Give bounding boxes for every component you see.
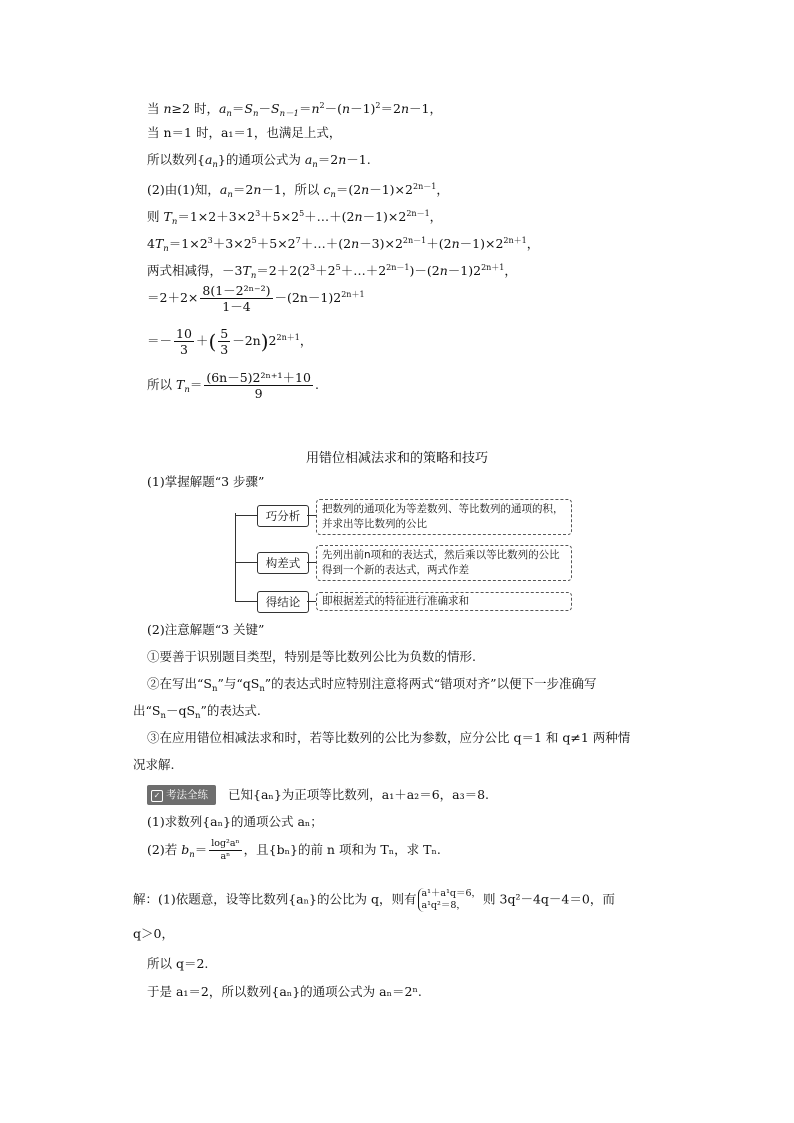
var: n	[451, 236, 460, 251]
sub: n	[160, 711, 166, 721]
var: a	[204, 152, 213, 167]
text: ＋(2	[426, 236, 452, 251]
sub: n	[250, 271, 257, 281]
sup: 2n－1	[406, 209, 430, 218]
badge-label: 考法全练	[166, 789, 208, 801]
step-label-construct: 构差式	[257, 552, 309, 574]
text: 两式相减得，－3	[147, 263, 243, 278]
sub: n	[312, 160, 318, 170]
equation-system	[418, 888, 481, 912]
diagram-arrow	[307, 562, 316, 563]
fraction-denominator: 1－4	[222, 299, 251, 314]
sup: 2n－1	[412, 182, 437, 191]
check-icon: ✓	[151, 790, 163, 802]
text: ，	[429, 209, 443, 224]
sup: 2n＋1	[503, 236, 527, 245]
text: ，	[526, 236, 540, 251]
section-p2: (2)注意解题“3 关键”	[147, 622, 265, 637]
sub: n	[195, 711, 201, 721]
text: －1)	[350, 101, 376, 116]
text: ，	[299, 333, 313, 348]
text: －(	[324, 101, 343, 116]
text: ＋…＋2	[340, 263, 387, 278]
text: 当	[147, 101, 164, 116]
var: n	[342, 101, 351, 116]
line-5	[147, 205, 442, 231]
sub: n－1	[279, 109, 299, 119]
text: ”与“qS	[217, 676, 260, 691]
sup: 2n－1	[386, 263, 410, 272]
sup: 2	[319, 101, 325, 110]
sub: n	[259, 684, 265, 694]
sup: 5	[299, 209, 305, 218]
var: n	[253, 182, 262, 197]
text: .	[314, 377, 319, 392]
text: ＝2	[317, 152, 339, 167]
key-2-line-1	[147, 675, 596, 698]
sub: n	[184, 385, 190, 395]
var: S	[270, 101, 280, 116]
text: ＝1×2＋3×2	[177, 209, 256, 224]
step-desc-analyze: 把数列的通项化为等差数列、等比数列的通项的积，并求出等比数列的公比	[316, 499, 572, 535]
fraction-numerator: (6n－5)2²ⁿ⁺¹＋10	[206, 370, 311, 385]
line-3	[147, 151, 371, 174]
solution-line-1	[133, 888, 615, 912]
text: ，	[504, 263, 517, 278]
text: －qS	[165, 703, 196, 718]
sub: n	[211, 684, 218, 694]
var: T	[175, 377, 185, 392]
solution-line-4: 于是 a₁＝2，所以数列{aₙ}的通项公式为 aₙ＝2ⁿ.	[147, 984, 422, 999]
text: 4	[147, 236, 155, 251]
text: －1)2	[447, 263, 482, 278]
text: －1)×2	[459, 236, 504, 251]
sub: n	[227, 190, 233, 200]
var: a	[304, 152, 313, 167]
diagram-connector	[235, 513, 236, 602]
var: c	[323, 182, 331, 197]
text: －3)×2	[359, 236, 403, 251]
text: 所以	[147, 377, 176, 392]
text: ＋5×2	[260, 209, 300, 224]
text: )－(2	[409, 263, 440, 278]
text: ，	[436, 182, 449, 197]
text: ＋…＋(2	[300, 236, 352, 251]
text: －(2n－1)2	[274, 290, 342, 305]
sub: n	[171, 217, 178, 227]
var: n	[400, 101, 410, 116]
var: n	[351, 236, 360, 251]
sub: n	[163, 244, 169, 254]
sub: n	[252, 109, 259, 119]
sub: n	[226, 109, 232, 119]
text: ＝2	[380, 101, 401, 116]
sub: n	[212, 160, 218, 170]
question-text: 已知{aₙ}为正项等比数列，a₁＋a₂＝6，a₃＝8.	[228, 787, 490, 802]
line-1	[147, 97, 442, 123]
var: n	[354, 209, 363, 224]
text: ＋2	[315, 263, 336, 278]
text: ＝	[194, 842, 208, 857]
var: n	[439, 263, 448, 278]
fraction-denominator: aⁿ	[220, 851, 231, 862]
diagram-connector	[235, 601, 257, 602]
fraction	[204, 370, 313, 401]
fraction	[200, 283, 272, 314]
line-10	[147, 370, 319, 401]
fraction-denominator: 3	[179, 342, 188, 357]
sup: 2n＋1	[481, 263, 505, 272]
key-2-line-2	[133, 702, 261, 725]
text: ＋…＋(2	[304, 209, 355, 224]
text: －	[258, 101, 271, 116]
text: －1，所以	[261, 182, 324, 197]
equation: a¹＋a¹q＝6，	[421, 888, 482, 899]
solution-line-2: q＞0，	[133, 926, 174, 941]
diagram-arrow	[307, 515, 316, 516]
text: －1.	[346, 152, 371, 167]
sub: n	[330, 190, 336, 200]
sup: 2n－1	[402, 236, 427, 245]
text: ＝(2	[335, 182, 362, 197]
text: ＝	[298, 101, 312, 116]
line-9	[147, 326, 312, 357]
exercise-badge	[147, 785, 216, 805]
sup: 5	[251, 236, 257, 245]
text: 所以数列{	[147, 152, 205, 167]
text: ＝	[231, 101, 245, 116]
text: ”的表达式.	[200, 703, 261, 718]
sup: 2n＋1	[276, 333, 300, 342]
sup: 7	[295, 236, 301, 245]
paren: )	[260, 329, 269, 354]
text: ＋5×2	[256, 236, 296, 251]
sup: 2	[375, 101, 381, 110]
text: －1)×2	[362, 209, 407, 224]
line-7	[147, 259, 517, 285]
text: ”的表达式时应特别注意将两式“错项对齐”以便下一步准确写	[264, 676, 597, 691]
fraction-numerator: 8(1－2²ⁿ⁻²)	[202, 283, 271, 298]
text: －2n	[232, 333, 261, 348]
sup: 2n＋1	[341, 290, 365, 299]
text: (2)由(1)知，	[147, 182, 220, 197]
diagram-connector	[235, 562, 257, 563]
text: ＝－	[147, 333, 173, 348]
line-8	[147, 283, 365, 314]
paren: (	[208, 329, 217, 354]
var: T	[242, 263, 251, 278]
step-desc-conclude: 即根据差式的特征进行准确求和	[316, 592, 572, 611]
text: ＋	[195, 333, 209, 348]
key-3-line-2: 况求解.	[133, 757, 175, 772]
fraction	[218, 326, 230, 357]
var: T	[154, 236, 164, 251]
fraction-denominator: 3	[220, 342, 229, 357]
fraction-denominator: 9	[254, 386, 263, 401]
fraction-numerator: 5	[220, 326, 229, 341]
exercise-q2	[147, 838, 441, 864]
key-3-line-1: ③在应用错位相减法求和时，若等比数列的公比为参数，应分公比 q＝1 和 q≠1 两种情	[147, 730, 631, 745]
text: ＝2＋2(2	[256, 263, 311, 278]
key-1: ①要善于识别题目类型，特别是等比数列公比为负数的情形.	[147, 649, 476, 664]
equation: a¹q²＝8，	[421, 900, 466, 911]
sub: n	[189, 850, 195, 860]
line-4	[147, 178, 449, 204]
sup: 3	[255, 209, 261, 218]
text: (2)若	[147, 842, 182, 857]
var: n	[163, 101, 172, 116]
section-title: 用错位相减法求和的策略和技巧	[305, 451, 488, 466]
var: T	[163, 209, 172, 224]
sup: 3	[207, 236, 213, 245]
fraction-numerator: 10	[176, 326, 192, 341]
diagram-connector	[235, 515, 257, 516]
fraction-numerator: log²aⁿ	[211, 838, 240, 849]
var: S	[244, 101, 253, 116]
exercise-q1: (1)求数列{aₙ}的通项公式 aₙ；	[147, 814, 323, 829]
text: ，且{bₙ}的前 n 项和为 Tₙ，求 Tₙ.	[243, 842, 441, 857]
line-2: 当 n＝1 时，a₁＝1，也满足上式，	[147, 125, 342, 140]
var: a	[219, 182, 228, 197]
text: }的通项公式为	[217, 152, 305, 167]
sup: 5	[335, 263, 341, 272]
text: 则 3q²－4q－4＝0，而	[483, 891, 615, 907]
var: b	[181, 842, 190, 857]
step-label-analyze: 巧分析	[257, 505, 309, 527]
text: 出“S	[133, 703, 161, 718]
section-p1: (1)掌握解题“3 步骤”	[147, 474, 265, 489]
text: ＝2＋2×	[147, 290, 199, 305]
text: －1，	[409, 101, 442, 116]
solution-line-3: 所以 q＝2.	[147, 956, 209, 971]
text: ＝1×2	[168, 236, 208, 251]
sup: 3	[310, 263, 316, 272]
text: 解：(1)依题意，设等比数列{aₙ}的公比为 q，则有	[133, 891, 417, 907]
text: －1)×2	[369, 182, 413, 197]
var: a	[218, 101, 227, 116]
step-label-conclude: 得结论	[257, 591, 309, 613]
text: ＝	[189, 377, 203, 392]
text: 则	[147, 209, 164, 224]
step-desc-construct: 先列出前n项和的表达式，然后乘以等比数列的公比得到一个新的表达式，两式作差	[316, 545, 572, 581]
text: 2	[268, 333, 277, 348]
line-6	[147, 232, 539, 258]
var: n	[311, 101, 320, 116]
text: ＝2	[232, 182, 254, 197]
diagram-arrow	[307, 601, 316, 602]
exercise-question	[147, 785, 489, 805]
text: ②在写出“S	[147, 676, 212, 691]
var: n	[338, 152, 347, 167]
text: ＋3×2	[212, 236, 252, 251]
text: ≥2 时，	[171, 101, 219, 116]
fraction	[209, 838, 241, 863]
fraction	[174, 326, 194, 357]
var: n	[361, 182, 370, 197]
